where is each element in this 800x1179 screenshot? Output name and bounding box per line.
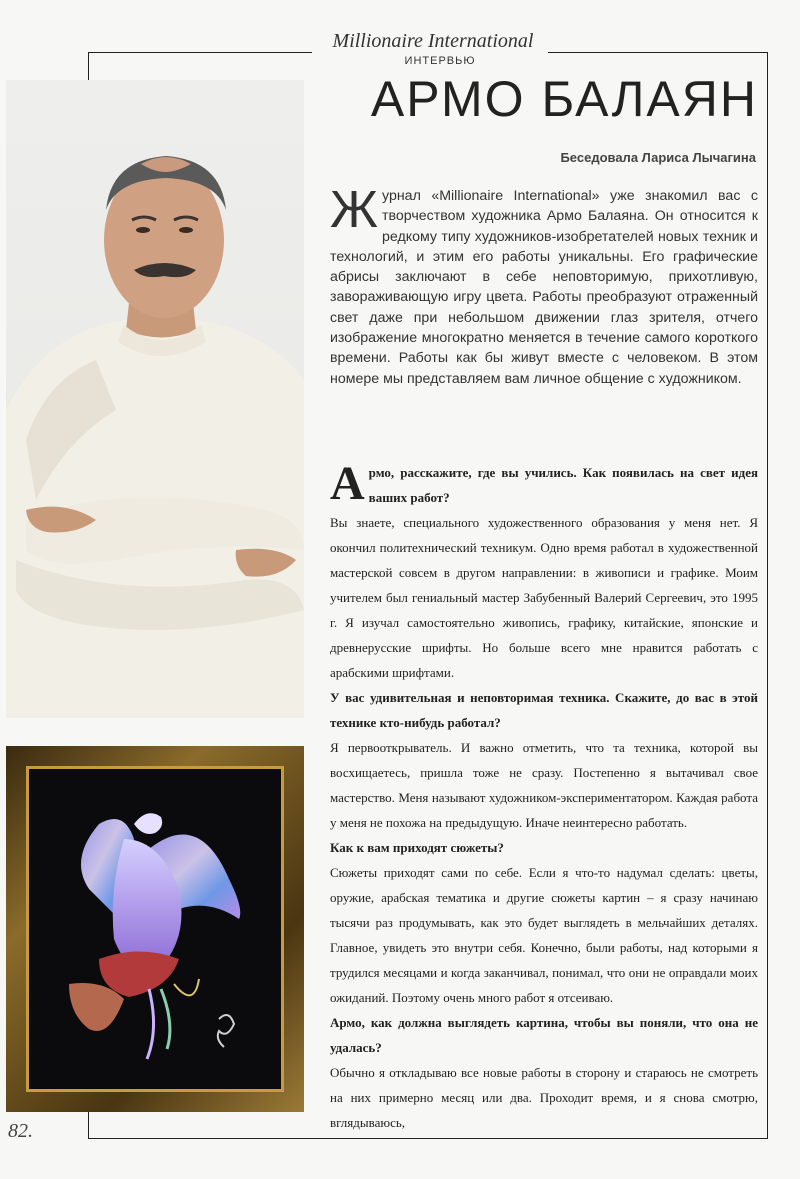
question-4: Армо, как должна выглядеть картина, чтобы вы поняли, что она не удалась? xyxy=(330,1015,758,1055)
question-2: У вас удивительная и неповторимая техника. Скажите, до вас в этой технике кто-нибудь работал? xyxy=(330,690,758,730)
answer-1: Вы знаете, специального художественного образования у меня нет. Я окончил политехнический техникум. Одно время работал в художественной мастерской совсем в другом направлении: в живописи и графике. Моим учителем был гениальный мастер Забубенный Валерий Сергеевич, это 1995 г. Я изучал самостоятельно живопись, графику, китайские, японские и древнерусские шрифты. Но больше всего мне нравится работать с арабскими шрифтами. xyxy=(330,515,758,680)
magazine-title: Millionaire International xyxy=(332,30,534,52)
question-3: Как к вам приходят сюжеты? xyxy=(330,840,504,855)
intro-paragraph xyxy=(330,181,758,389)
intro-text: урнал «Millionaire International» уже знакомил вас с творчеством художника Армо Балаяна. Он относится к редкому типу художников-изобретателей новых техник и технологий, и этим его работы уникальны. Его графические абрисы заключают в себе неповторимую, прихотливую, завораживающую игру цвета. Работы преобразуют отраженный свет даже при небольшом движении глаз зрителя, отчего изображение многократно меняется в течение самого короткого времени. Работы как бы живут вместе с человеком. В этом номере мы представляем вам личное общение с художником. xyxy=(330,188,758,387)
question-1-text: рмо, расскажите, где вы учились. Как появилась на свет идея ваших работ? xyxy=(368,465,758,505)
frame-line-left-bottom xyxy=(88,1112,89,1139)
frame-line-top-left xyxy=(88,52,312,53)
answer-4: Обычно я откладываю все новые работы в сторону и стараюсь не смотреть на них примерно месяц или два. Проходит время, и я снова смотрю, вглядываюсь, xyxy=(330,1065,758,1130)
interview-body xyxy=(330,457,758,1135)
answer-2: Я первооткрыватель. И важно отметить, что та техника, которой вы восхищаетесь, пришла тоже не сразу. Постепенно я вытачивал свое мастерство. Меня называют художником-экспериментатором. Каждая работа у меня не похожа на предыдущую. Иначе неинтересно работать. xyxy=(330,740,758,830)
portrait-illustration xyxy=(6,80,304,718)
falcon-painting-frame xyxy=(6,746,304,1112)
question-1-dropcap: А xyxy=(330,457,365,510)
answer-3: Сюжеты приходят сами по себе. Если я что-то надумал сделать: цветы, оружие, арабская тематика и другие сюжеты картин – я сразу начинаю тысячи раз продумывать, как это будет выглядеть в мельчайших деталях. Главное, увидеть это внутри себя. Конечно, были работы, над которыми я трудился месяцами и когда заканчивал, понимал, что они не оправдали моих ожиданий. Поэтому очень много работ я отсеиваю. xyxy=(330,865,758,1005)
falcon-illustration xyxy=(29,769,281,1089)
frame-line-left-top xyxy=(88,52,89,80)
question-1 xyxy=(330,457,758,510)
intro-dropcap: Ж xyxy=(330,181,379,239)
frame-line-bottom xyxy=(88,1138,768,1139)
frame-line-right xyxy=(767,52,768,1139)
page-number: 82. xyxy=(8,1120,33,1142)
artist-portrait-photo xyxy=(6,80,304,718)
falcon-painting xyxy=(26,766,284,1092)
frame-line-top-right xyxy=(548,52,768,53)
page-title: АРМО БАЛАЯН xyxy=(370,71,758,127)
byline: Беседовала Лариса Лычагина xyxy=(560,150,756,165)
section-label: ИНТЕРВЬЮ xyxy=(404,55,476,67)
